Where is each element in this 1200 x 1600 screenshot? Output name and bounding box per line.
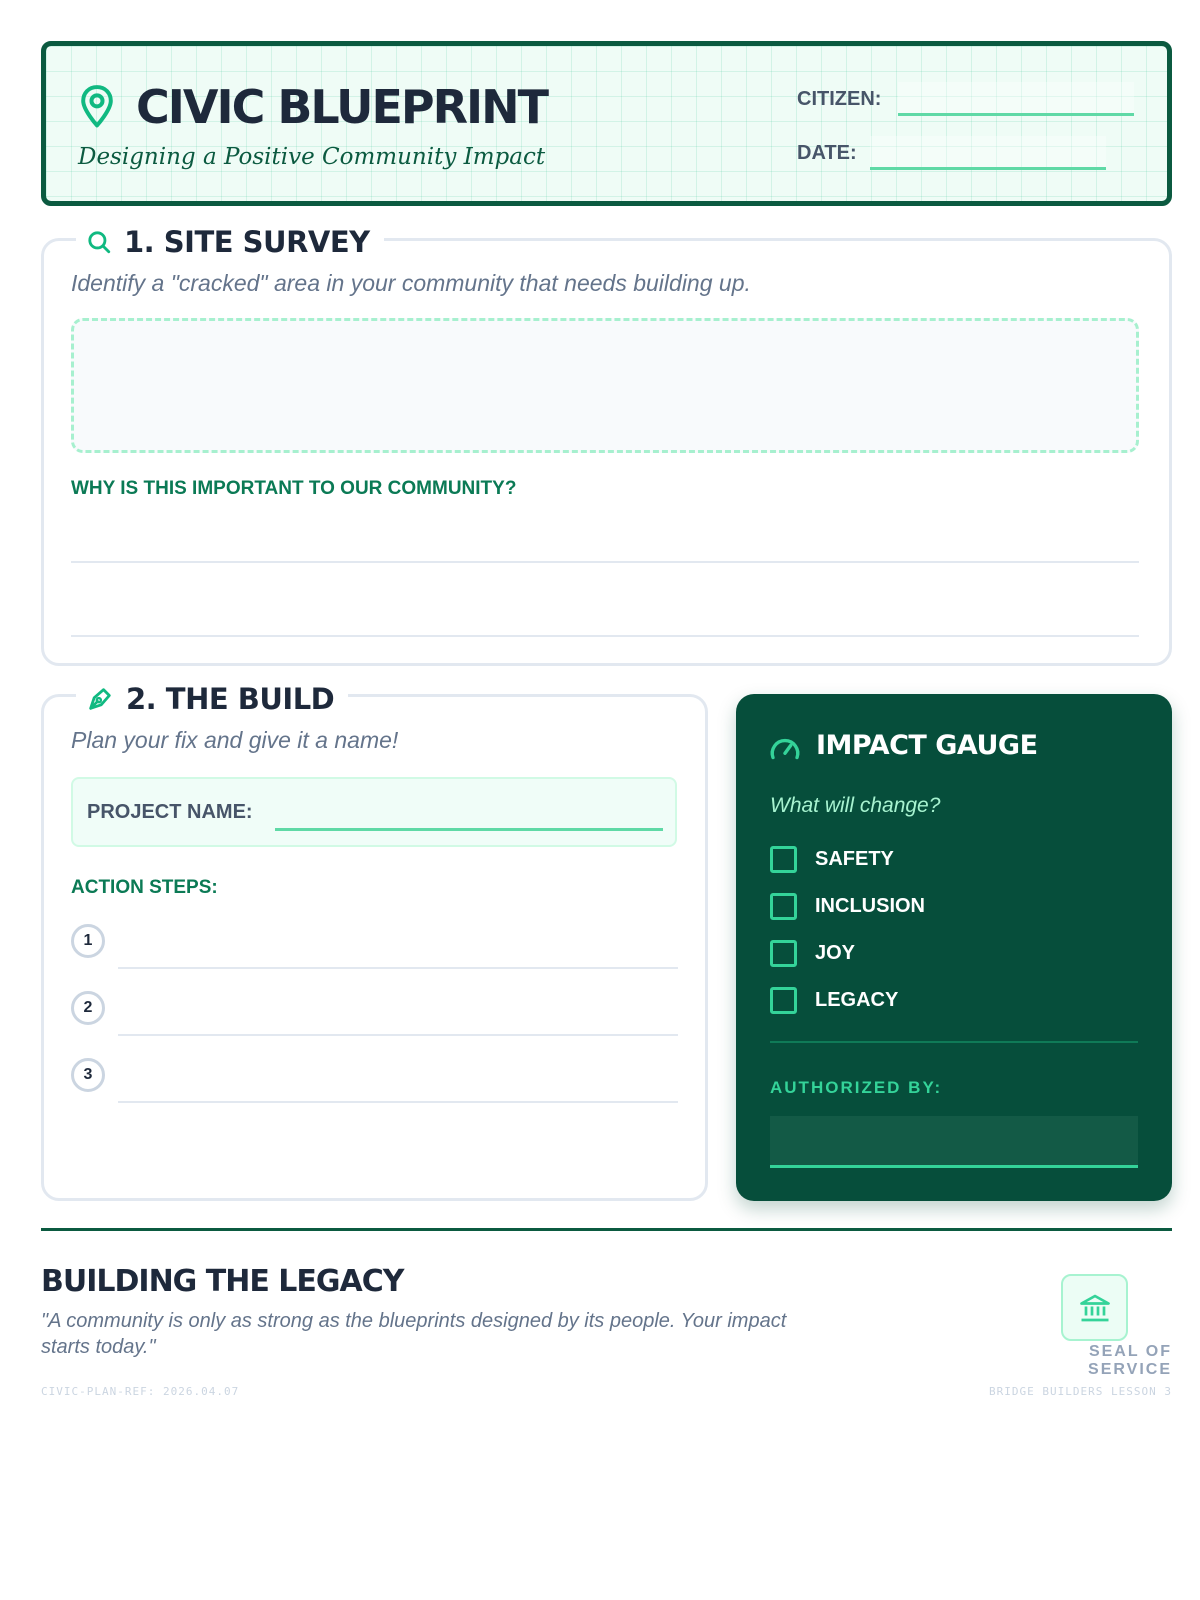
- legacy-title: BUILDING THE LEGACY: [41, 1264, 404, 1299]
- step-number-2: 2: [71, 991, 105, 1025]
- pen-tool-icon: [86, 685, 114, 713]
- project-name-field[interactable]: [275, 805, 663, 831]
- footer-divider: [41, 1228, 1172, 1231]
- seal-of-service: [1061, 1274, 1128, 1341]
- action-step-line-3[interactable]: [118, 1101, 678, 1103]
- option-inclusion[interactable]: [770, 893, 925, 920]
- site-survey-title: 1. SITE SURVEY: [124, 225, 370, 259]
- why-answer-line-1[interactable]: [71, 561, 1139, 563]
- site-survey-prompt: Identify a "cracked" area in your community that needs building up.: [71, 270, 751, 296]
- option-label: SAFETY: [815, 848, 894, 870]
- impact-gauge-panel: [736, 694, 1172, 1201]
- action-steps-label: ACTION STEPS:: [71, 877, 218, 898]
- the-build-panel: [41, 694, 708, 1201]
- option-label: JOY: [815, 942, 856, 964]
- safety-checkbox[interactable]: [770, 846, 797, 873]
- date-field[interactable]: [870, 136, 1106, 170]
- project-name-box: [71, 777, 677, 847]
- option-joy[interactable]: [770, 940, 855, 967]
- date-label: DATE:: [797, 142, 857, 164]
- impact-gauge-title: IMPACT GAUGE: [816, 730, 1038, 761]
- inclusion-checkbox[interactable]: [770, 893, 797, 920]
- step-number-1: 1: [71, 924, 105, 958]
- why-answer-line-2[interactable]: [71, 635, 1139, 637]
- option-safety[interactable]: [770, 846, 894, 873]
- the-build-heading: [76, 679, 348, 719]
- lesson-reference: BRIDGE BUILDERS LESSON 3: [989, 1385, 1172, 1398]
- seal-label: SEAL OF SERVICE: [1088, 1343, 1172, 1378]
- authorized-by-field[interactable]: [770, 1116, 1138, 1168]
- gauge-icon: [768, 732, 802, 766]
- option-label: INCLUSION: [815, 895, 925, 917]
- page-title: CIVIC BLUEPRINT: [136, 80, 547, 134]
- search-icon: [86, 229, 112, 255]
- project-name-label: PROJECT NAME:: [87, 801, 253, 823]
- impact-gauge-question: What will change?: [770, 794, 941, 817]
- page-subtitle: Designing a Positive Community Impact: [78, 144, 546, 170]
- site-survey-heading: [76, 222, 384, 262]
- option-legacy[interactable]: [770, 987, 898, 1014]
- gauge-divider: [770, 1041, 1138, 1043]
- header-banner: [41, 41, 1172, 206]
- citizen-label: CITIZEN:: [797, 88, 882, 110]
- step-number-3: 3: [71, 1058, 105, 1092]
- site-survey-answer-box[interactable]: [71, 318, 1139, 453]
- action-step-line-1[interactable]: [118, 967, 678, 969]
- action-step-line-2[interactable]: [118, 1034, 678, 1036]
- legacy-quote: "A community is only as strong as the blueprints designed by its people. Your impact starts today.": [41, 1310, 787, 1358]
- option-label: LEGACY: [815, 989, 899, 1011]
- map-pin-icon: [78, 84, 116, 130]
- legacy-checkbox[interactable]: [770, 987, 797, 1014]
- citizen-field[interactable]: [898, 82, 1134, 116]
- authorized-by-label: AUTHORIZED BY:: [770, 1078, 943, 1097]
- the-build-title: 2. THE BUILD: [126, 682, 335, 716]
- joy-checkbox[interactable]: [770, 940, 797, 967]
- landmark-icon: [1077, 1290, 1113, 1326]
- the-build-prompt: Plan your fix and give it a name!: [71, 727, 399, 753]
- reference-code: CIVIC-PLAN-REF: 2026.04.07: [41, 1385, 240, 1398]
- why-important-label: WHY IS THIS IMPORTANT TO OUR COMMUNITY?: [71, 478, 517, 499]
